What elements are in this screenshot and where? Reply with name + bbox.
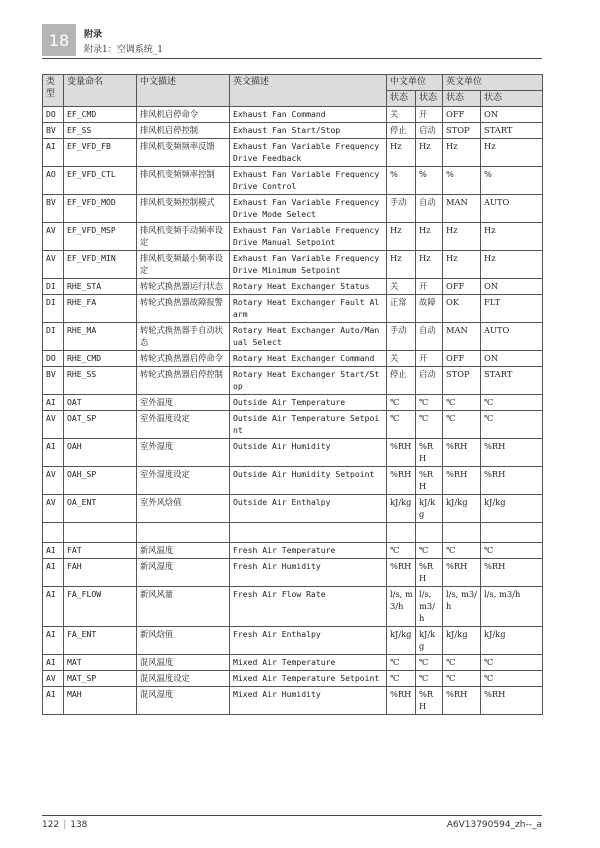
table-row <box>43 559 543 587</box>
cell-unit-en-state1: % <box>443 167 481 195</box>
cell-unit-cn-state1: %RH <box>387 559 416 587</box>
cell-unit-cn-state2: %RH <box>416 439 443 467</box>
cell-unit-cn-state1: 正常 <box>387 295 416 323</box>
cell-unit-cn-state2: %RH <box>416 559 443 587</box>
cell-unit-en-state1: %RH <box>443 559 481 587</box>
header-desc-cn: 中文描述 <box>137 75 230 107</box>
table-row <box>43 495 543 523</box>
cell-unit-cn-state2 <box>416 523 443 543</box>
cell-unit-cn-state1: Hz <box>387 223 416 251</box>
cell-desc-cn: 新风焓值 <box>137 627 230 655</box>
table-row <box>43 587 543 627</box>
cell-unit-cn-state1: ℃ <box>387 655 416 671</box>
cell-desc-cn: 排风机变频频率反馈 <box>137 139 230 167</box>
cell-desc-en: Exhaust Fan Variable Frequency Drive Mode Select <box>230 195 387 223</box>
cell-type: AI <box>43 139 64 167</box>
cell-unit-en-state2: Hz <box>481 223 543 251</box>
cell-unit-en-state1: kJ/kg <box>443 495 481 523</box>
cell-desc-cn: 排风机变频手动频率设定 <box>137 223 230 251</box>
cell-type: AV <box>43 467 64 495</box>
cell-unit-cn-state2: Hz <box>416 223 443 251</box>
table-row <box>43 251 543 279</box>
cell-desc-cn: 室外湿度设定 <box>137 467 230 495</box>
cell-desc-en: Outside Air Enthalpy <box>230 495 387 523</box>
cell-desc-en: Exhaust Fan Variable Frequency Drive Minimum Setpoint <box>230 251 387 279</box>
cell-unit-cn-state2: ℃ <box>416 655 443 671</box>
cell-var-name: RHE_FA <box>64 295 137 323</box>
cell-unit-en-state1: ℃ <box>443 395 481 411</box>
cell-var-name: OAH <box>64 439 137 467</box>
cell-type: BV <box>43 367 64 395</box>
cell-desc-en: Mixed Air Humidity <box>230 687 387 715</box>
cell-desc-en: Rotary Heat Exchanger Fault Alarm <box>230 295 387 323</box>
table-row <box>43 671 543 687</box>
cell-unit-cn-state2: Hz <box>416 139 443 167</box>
cell-type: BV <box>43 123 64 139</box>
cell-unit-cn-state1: ℃ <box>387 411 416 439</box>
cell-unit-cn-state1: % <box>387 167 416 195</box>
header-var-name: 变量命名 <box>64 75 137 107</box>
cell-type: DO <box>43 107 64 123</box>
cell-type: DI <box>43 295 64 323</box>
cell-desc-en: Fresh Air Enthalpy <box>230 627 387 655</box>
cell-unit-en-state1: kJ/kg <box>443 627 481 655</box>
cell-desc-en: Rotary Heat Exchanger Command <box>230 351 387 367</box>
cell-unit-en-state2: START <box>481 367 543 395</box>
cell-type: AI <box>43 627 64 655</box>
cell-var-name: MAT_SP <box>64 671 137 687</box>
cell-desc-cn: 转轮式换热器启停控制 <box>137 367 230 395</box>
cell-unit-en-state2: l/s, m3/h <box>481 587 543 627</box>
cell-desc-cn: 排风机变频最小频率设定 <box>137 251 230 279</box>
cell-unit-en-state2: ON <box>481 107 543 123</box>
cell-unit-en-state2: %RH <box>481 439 543 467</box>
cell-unit-en-state2: kJ/kg <box>481 627 543 655</box>
cell-desc-en: Mixed Air Temperature <box>230 655 387 671</box>
table-row <box>43 167 543 195</box>
cell-var-name: MAH <box>64 687 137 715</box>
cell-unit-cn-state1: 停止 <box>387 367 416 395</box>
cell-type: DI <box>43 279 64 295</box>
cell-var-name: FA_ENT <box>64 627 137 655</box>
cell-unit-en-state2: ℃ <box>481 543 543 559</box>
table-row <box>43 107 543 123</box>
cell-unit-en-state2: %RH <box>481 687 543 715</box>
cell-unit-en-state1: Hz <box>443 223 481 251</box>
cell-unit-cn-state2: ℃ <box>416 411 443 439</box>
cell-unit-cn-state1: Hz <box>387 251 416 279</box>
table-row <box>43 655 543 671</box>
document-id: A6V13790594_zh--_a <box>446 820 542 830</box>
table-row <box>43 523 543 543</box>
cell-unit-cn-state2: % <box>416 167 443 195</box>
cell-desc-cn: 转轮式换热器启停命令 <box>137 351 230 367</box>
cell-desc-cn: 混风湿度 <box>137 687 230 715</box>
cell-desc-en: Outside Air Temperature Setpoint <box>230 411 387 439</box>
cell-unit-cn-state2: 启动 <box>416 367 443 395</box>
cell-type: AV <box>43 671 64 687</box>
cell-unit-en-state2: % <box>481 167 543 195</box>
cell-desc-en: Exhaust Fan Variable Frequency Drive Feedback <box>230 139 387 167</box>
cell-unit-cn-state1: l/s, m3/h <box>387 587 416 627</box>
cell-desc-en: Fresh Air Humidity <box>230 559 387 587</box>
cell-unit-en-state1: ℃ <box>443 543 481 559</box>
cell-unit-en-state2: AUTO <box>481 323 543 351</box>
cell-unit-cn-state2: ℃ <box>416 671 443 687</box>
cell-unit-en-state1: MAN <box>443 323 481 351</box>
cell-unit-cn-state2: 开 <box>416 279 443 295</box>
cell-unit-cn-state2: 开 <box>416 107 443 123</box>
cell-var-name: FAH <box>64 559 137 587</box>
cell-desc-en: Fresh Air Flow Rate <box>230 587 387 627</box>
cell-var-name: FAT <box>64 543 137 559</box>
cell-desc-cn: 混风温度 <box>137 655 230 671</box>
cell-var-name: OAT <box>64 395 137 411</box>
table-row <box>43 223 543 251</box>
cell-unit-en-state1: %RH <box>443 467 481 495</box>
cell-unit-cn-state2: %RH <box>416 467 443 495</box>
cell-desc-en <box>230 523 387 543</box>
table-row <box>43 139 543 167</box>
cell-unit-cn-state2: 自动 <box>416 323 443 351</box>
cell-unit-cn-state2: ℃ <box>416 543 443 559</box>
table-row <box>43 467 543 495</box>
cell-unit-cn-state1: Hz <box>387 139 416 167</box>
table-row <box>43 627 543 655</box>
cell-unit-en-state1: %RH <box>443 687 481 715</box>
cell-unit-cn-state2: l/s, m3/h <box>416 587 443 627</box>
cell-unit-cn-state1: 关 <box>387 279 416 295</box>
cell-var-name <box>64 523 137 543</box>
cell-desc-cn: 转轮式换热器运行状态 <box>137 279 230 295</box>
cell-desc-cn: 新风湿度 <box>137 559 230 587</box>
header-type: 类型 <box>43 75 64 107</box>
cell-unit-en-state2: AUTO <box>481 195 543 223</box>
cell-desc-cn: 排风机启停控制 <box>137 123 230 139</box>
cell-type: AI <box>43 395 64 411</box>
table-row <box>43 367 543 395</box>
variable-table <box>42 74 543 715</box>
cell-unit-en-state1: %RH <box>443 439 481 467</box>
table-header-row <box>43 75 543 91</box>
cell-unit-cn-state2: Hz <box>416 251 443 279</box>
cell-desc-cn: 新风温度 <box>137 543 230 559</box>
cell-desc-en: Outside Air Humidity Setpoint <box>230 467 387 495</box>
cell-type: AO <box>43 167 64 195</box>
table-row <box>43 411 543 439</box>
cell-desc-en: Exhaust Fan Variable Frequency Drive Manual Setpoint <box>230 223 387 251</box>
cell-unit-cn-state1: 关 <box>387 107 416 123</box>
cell-unit-cn-state1: 关 <box>387 351 416 367</box>
header-unit-en: 英文单位 <box>443 75 543 91</box>
cell-unit-en-state2: ON <box>481 351 543 367</box>
page-number-current: 122 <box>42 820 60 830</box>
table-row <box>43 351 543 367</box>
cell-unit-en-state2: %RH <box>481 467 543 495</box>
cell-desc-en: Fresh Air Temperature <box>230 543 387 559</box>
cell-desc-cn <box>137 523 230 543</box>
cell-var-name: EF_VFD_MOD <box>64 195 137 223</box>
cell-desc-cn: 室外风焓值 <box>137 495 230 523</box>
cell-type: AV <box>43 411 64 439</box>
cell-var-name: EF_VFD_CTL <box>64 167 137 195</box>
cell-unit-cn-state2: %RH <box>416 687 443 715</box>
cell-unit-cn-state1: %RH <box>387 439 416 467</box>
cell-type: DI <box>43 323 64 351</box>
table-row <box>43 195 543 223</box>
cell-var-name: EF_VFD_MIN <box>64 251 137 279</box>
cell-var-name: RHE_STA <box>64 279 137 295</box>
table-row <box>43 279 543 295</box>
header-state: 状态 <box>481 91 543 107</box>
header-desc-en: 英文描述 <box>230 75 387 107</box>
cell-unit-en-state1: Hz <box>443 139 481 167</box>
cell-var-name: RHE_SS <box>64 367 137 395</box>
cell-unit-en-state1: MAN <box>443 195 481 223</box>
cell-desc-cn: 混风温度设定 <box>137 671 230 687</box>
page-number-total: 138 <box>70 820 88 830</box>
cell-desc-en: Mixed Air Temperature Setpoint <box>230 671 387 687</box>
cell-unit-en-state1: ℃ <box>443 411 481 439</box>
cell-unit-cn-state2: 自动 <box>416 195 443 223</box>
cell-unit-cn-state2: 故障 <box>416 295 443 323</box>
cell-unit-cn-state1: ℃ <box>387 671 416 687</box>
table-body <box>43 107 543 715</box>
cell-unit-cn-state1: ℃ <box>387 395 416 411</box>
chapter-title: 附录 <box>84 30 103 40</box>
cell-unit-en-state1: OFF <box>443 279 481 295</box>
cell-desc-cn: 室外湿度 <box>137 439 230 467</box>
cell-var-name: OAH_SP <box>64 467 137 495</box>
cell-unit-cn-state1: 手动 <box>387 323 416 351</box>
cell-unit-en-state1: STOP <box>443 123 481 139</box>
header-rule <box>42 58 542 59</box>
cell-unit-cn-state2: kJ/kg <box>416 627 443 655</box>
table-row <box>43 687 543 715</box>
cell-desc-en: Exhaust Fan Start/Stop <box>230 123 387 139</box>
cell-unit-en-state2: FLT <box>481 295 543 323</box>
cell-unit-en-state2: kJ/kg <box>481 495 543 523</box>
cell-type: AV <box>43 251 64 279</box>
cell-unit-en-state1: ℃ <box>443 655 481 671</box>
header-unit-cn: 中文单位 <box>387 75 443 91</box>
cell-var-name: OAT_SP <box>64 411 137 439</box>
cell-unit-en-state1 <box>443 523 481 543</box>
cell-unit-en-state2: START <box>481 123 543 139</box>
cell-unit-en-state2: ℃ <box>481 395 543 411</box>
cell-desc-en: Rotary Heat Exchanger Start/Stop <box>230 367 387 395</box>
cell-type: AI <box>43 559 64 587</box>
cell-type: AV <box>43 495 64 523</box>
cell-unit-cn-state1: 停止 <box>387 123 416 139</box>
cell-unit-cn-state1: kJ/kg <box>387 627 416 655</box>
cell-unit-en-state1: OFF <box>443 351 481 367</box>
cell-var-name: RHE_CMD <box>64 351 137 367</box>
cell-unit-en-state1: l/s, m3/h <box>443 587 481 627</box>
cell-unit-en-state1: ℃ <box>443 671 481 687</box>
cell-unit-en-state2 <box>481 523 543 543</box>
table-row <box>43 295 543 323</box>
cell-unit-cn-state2: kJ/kg <box>416 495 443 523</box>
cell-unit-cn-state1: kJ/kg <box>387 495 416 523</box>
cell-type: AI <box>43 587 64 627</box>
cell-type: AI <box>43 543 64 559</box>
cell-unit-cn-state2: 启动 <box>416 123 443 139</box>
footer-rule <box>42 815 542 816</box>
cell-unit-en-state1: OFF <box>443 107 481 123</box>
cell-type: AI <box>43 655 64 671</box>
cell-desc-en: Rotary Heat Exchanger Status <box>230 279 387 295</box>
section-subtitle: 附录1：空调系统_1 <box>84 45 163 55</box>
cell-desc-en: Outside Air Humidity <box>230 439 387 467</box>
table-row <box>43 323 543 351</box>
table-row <box>43 439 543 467</box>
cell-unit-en-state2: ℃ <box>481 655 543 671</box>
cell-desc-cn: 室外温度设定 <box>137 411 230 439</box>
cell-desc-en: Outside Air Temperature <box>230 395 387 411</box>
cell-unit-en-state2: ℃ <box>481 671 543 687</box>
cell-desc-cn: 转轮式换热器故障报警 <box>137 295 230 323</box>
cell-var-name: EF_CMD <box>64 107 137 123</box>
cell-desc-cn: 排风机启停命令 <box>137 107 230 123</box>
cell-type: BV <box>43 195 64 223</box>
cell-unit-en-state2: ON <box>481 279 543 295</box>
cell-unit-cn-state1: 手动 <box>387 195 416 223</box>
cell-unit-cn-state2: 开 <box>416 351 443 367</box>
cell-type: AI <box>43 439 64 467</box>
table-row <box>43 395 543 411</box>
cell-desc-en: Rotary Heat Exchanger Auto/Manual Select <box>230 323 387 351</box>
cell-unit-cn-state2: ℃ <box>416 395 443 411</box>
cell-unit-en-state1: Hz <box>443 251 481 279</box>
cell-unit-en-state2: Hz <box>481 251 543 279</box>
cell-var-name: FA_FLOW <box>64 587 137 627</box>
cell-desc-en: Exhaust Fan Command <box>230 107 387 123</box>
cell-type: AV <box>43 223 64 251</box>
table-row <box>43 543 543 559</box>
cell-var-name: RHE_MA <box>64 323 137 351</box>
cell-desc-en: Exhaust Fan Variable Frequency Drive Control <box>230 167 387 195</box>
header-state: 状态 <box>416 91 443 107</box>
cell-type: DO <box>43 351 64 367</box>
header-state: 状态 <box>387 91 416 107</box>
cell-desc-cn: 排风机变频频率控制 <box>137 167 230 195</box>
table-row <box>43 123 543 139</box>
cell-unit-cn-state1 <box>387 523 416 543</box>
cell-unit-en-state2: Hz <box>481 139 543 167</box>
cell-unit-cn-state1: %RH <box>387 687 416 715</box>
cell-unit-cn-state1: ℃ <box>387 543 416 559</box>
cell-type <box>43 523 64 543</box>
page-number-badge: 18 <box>42 24 76 56</box>
cell-unit-en-state2: %RH <box>481 559 543 587</box>
header-state: 状态 <box>443 91 481 107</box>
cell-var-name: MAT <box>64 655 137 671</box>
footer-page-numbers: 122 | 138 <box>42 820 88 830</box>
cell-desc-cn: 排风机变频控制模式 <box>137 195 230 223</box>
cell-unit-en-state1: STOP <box>443 367 481 395</box>
cell-var-name: EF_VFD_FB <box>64 139 137 167</box>
cell-desc-cn: 转轮式换热器手自动状态 <box>137 323 230 351</box>
cell-desc-cn: 新风风量 <box>137 587 230 627</box>
cell-unit-en-state1: OK <box>443 295 481 323</box>
cell-unit-en-state2: ℃ <box>481 411 543 439</box>
cell-desc-cn: 室外温度 <box>137 395 230 411</box>
cell-unit-cn-state1: %RH <box>387 467 416 495</box>
cell-var-name: OA_ENT <box>64 495 137 523</box>
cell-type: AI <box>43 687 64 715</box>
cell-var-name: EF_VFD_MSP <box>64 223 137 251</box>
cell-var-name: EF_SS <box>64 123 137 139</box>
